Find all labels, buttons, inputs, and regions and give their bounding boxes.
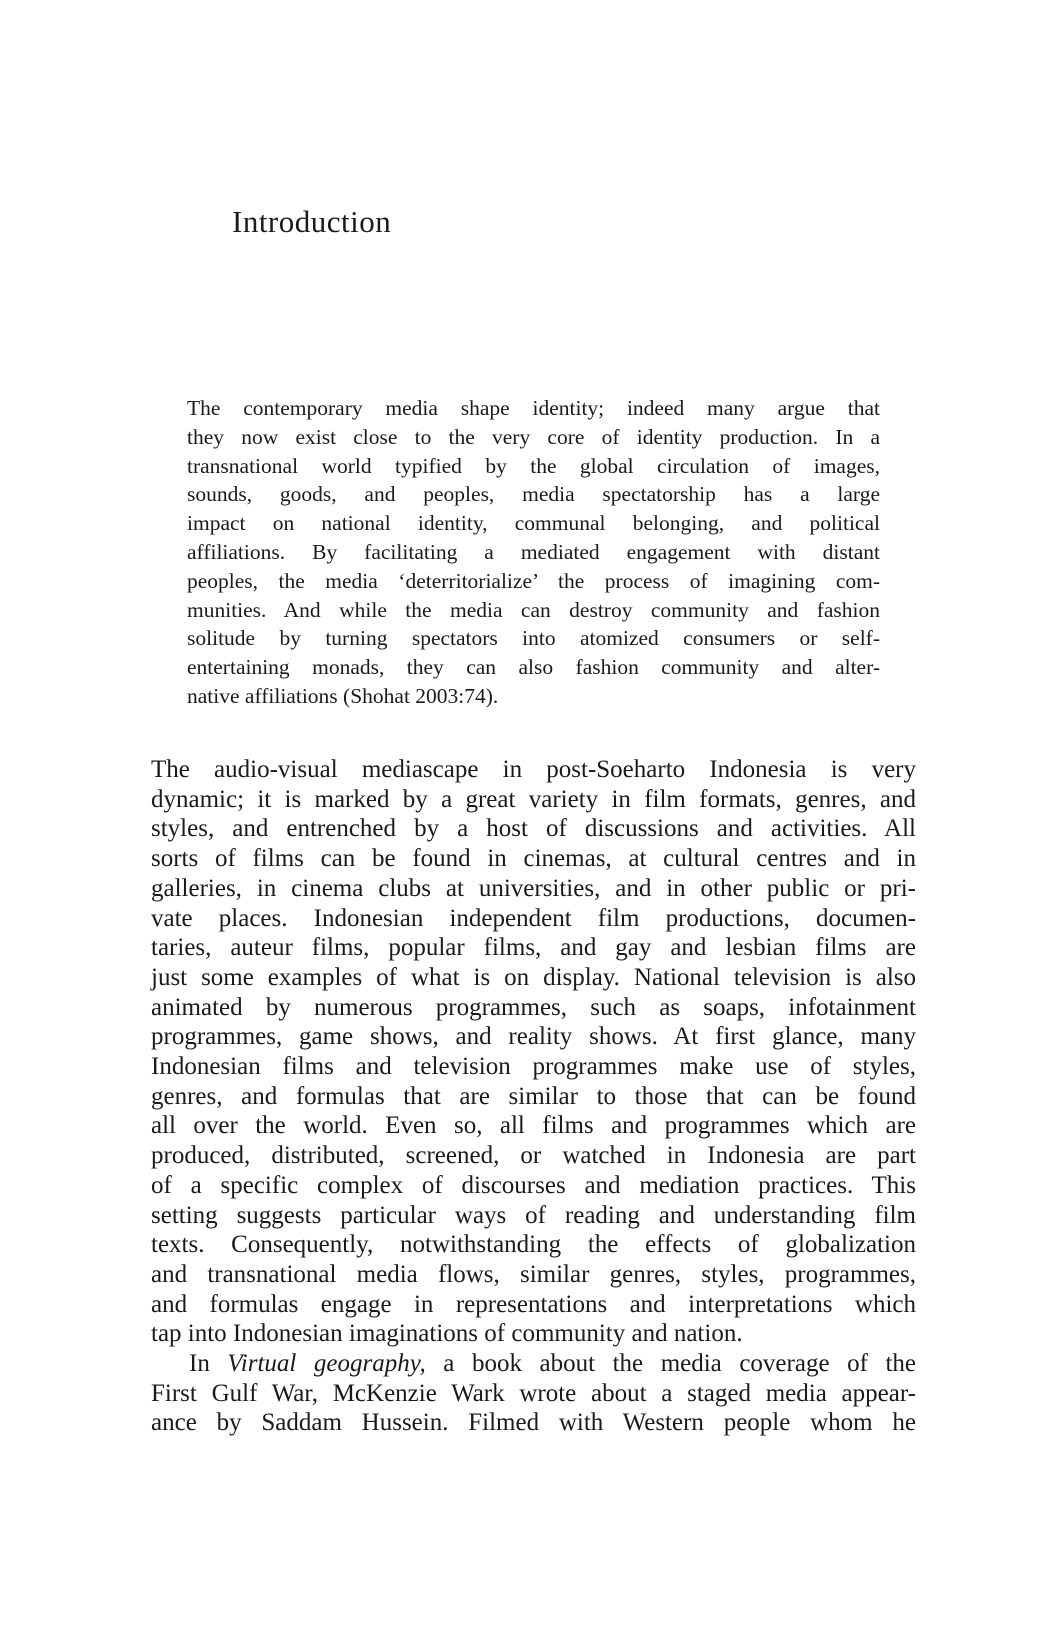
body-text [151, 755, 916, 1438]
body-line: programmes, game shows, and reality shows. At first glance, many [151, 1023, 916, 1051]
body-line: tap into Indonesian imaginations of community and nation. [151, 1320, 743, 1348]
body-line: The audio-visual mediascape in post-Soeharto Indonesia is very [151, 756, 916, 783]
body-line: produced, distributed, screened, or watched in Indonesia are part [151, 1142, 916, 1170]
paragraph-2 [151, 1349, 916, 1438]
epigraph-line: affiliations. By facilitating a mediated engagement with distant [187, 539, 880, 564]
book-title-italic: Virtual geography, [227, 1350, 426, 1378]
body-line: sorts of films can be found in cinemas, at cultural centres and in [151, 845, 916, 873]
body-line: First Gulf War, McKenzie Wark wrote about a staged media appear- [151, 1379, 916, 1407]
body-line: dynamic; it is marked by a great variety in film formats, genres, and [151, 785, 916, 813]
body-line: texts. Consequently, notwithstanding the effects of globalization [151, 1231, 916, 1259]
paragraph-1 [151, 755, 916, 1349]
body-line: galleries, in cinema clubs at universities, and in other public or pri- [151, 874, 916, 902]
epigraph-line: transnational world typified by the global circulation of images, [187, 453, 880, 478]
epigraph-line: they now exist close to the very core of identity production. In a [187, 424, 880, 449]
body-line: of a specific complex of discourses and mediation practices. This [151, 1171, 916, 1199]
body-line: vate places. Indonesian independent film productions, documen- [151, 904, 916, 932]
epigraph-line: sounds, goods, and peoples, media spectatorship has a large [187, 482, 880, 507]
body-line: and formulas engage in representations and interpretations which [151, 1290, 916, 1318]
body-line [151, 1349, 916, 1379]
body-line: genres, and formulas that are similar to those that can be found [151, 1082, 916, 1110]
epigraph-line: native affiliations (Shohat 2003:74). [187, 683, 499, 708]
body-text-run: In [189, 1350, 228, 1378]
body-line: just some examples of what is on display. National television is also [151, 963, 916, 991]
chapter-title: Introduction [232, 204, 392, 239]
epigraph-line: munities. And while the media can destroy community and fashion [187, 597, 880, 622]
epigraph-line: peoples, the media ‘deterritorialize’ the process of imagining com- [187, 568, 880, 593]
body-line: all over the world. Even so, all films and programmes which are [151, 1112, 916, 1140]
epigraph-quote [187, 394, 880, 711]
body-line: taries, auteur films, popular films, and gay and lesbian films are [151, 934, 916, 962]
body-text-run: a book about the media coverage of the [425, 1350, 917, 1378]
body-line: Indonesian films and television programmes make use of styles, [151, 1053, 916, 1081]
epigraph-line: impact on national identity, communal belonging, and political [187, 511, 880, 536]
body-line: ance by Saddam Hussein. Filmed with Western people whom he [151, 1409, 916, 1437]
body-line: styles, and entrenched by a host of discussions and activities. All [151, 815, 916, 843]
body-line: setting suggests particular ways of reading and understanding film [151, 1201, 916, 1229]
epigraph-line: solitude by turning spectators into atomized consumers or self- [187, 626, 880, 651]
body-line: and transnational media flows, similar genres, styles, programmes, [151, 1260, 916, 1288]
epigraph-line: entertaining monads, they can also fashion community and alter- [187, 655, 880, 680]
body-line: animated by numerous programmes, such as soaps, infotainment [151, 993, 916, 1021]
epigraph-line: The contemporary media shape identity; indeed many argue that [187, 396, 880, 420]
